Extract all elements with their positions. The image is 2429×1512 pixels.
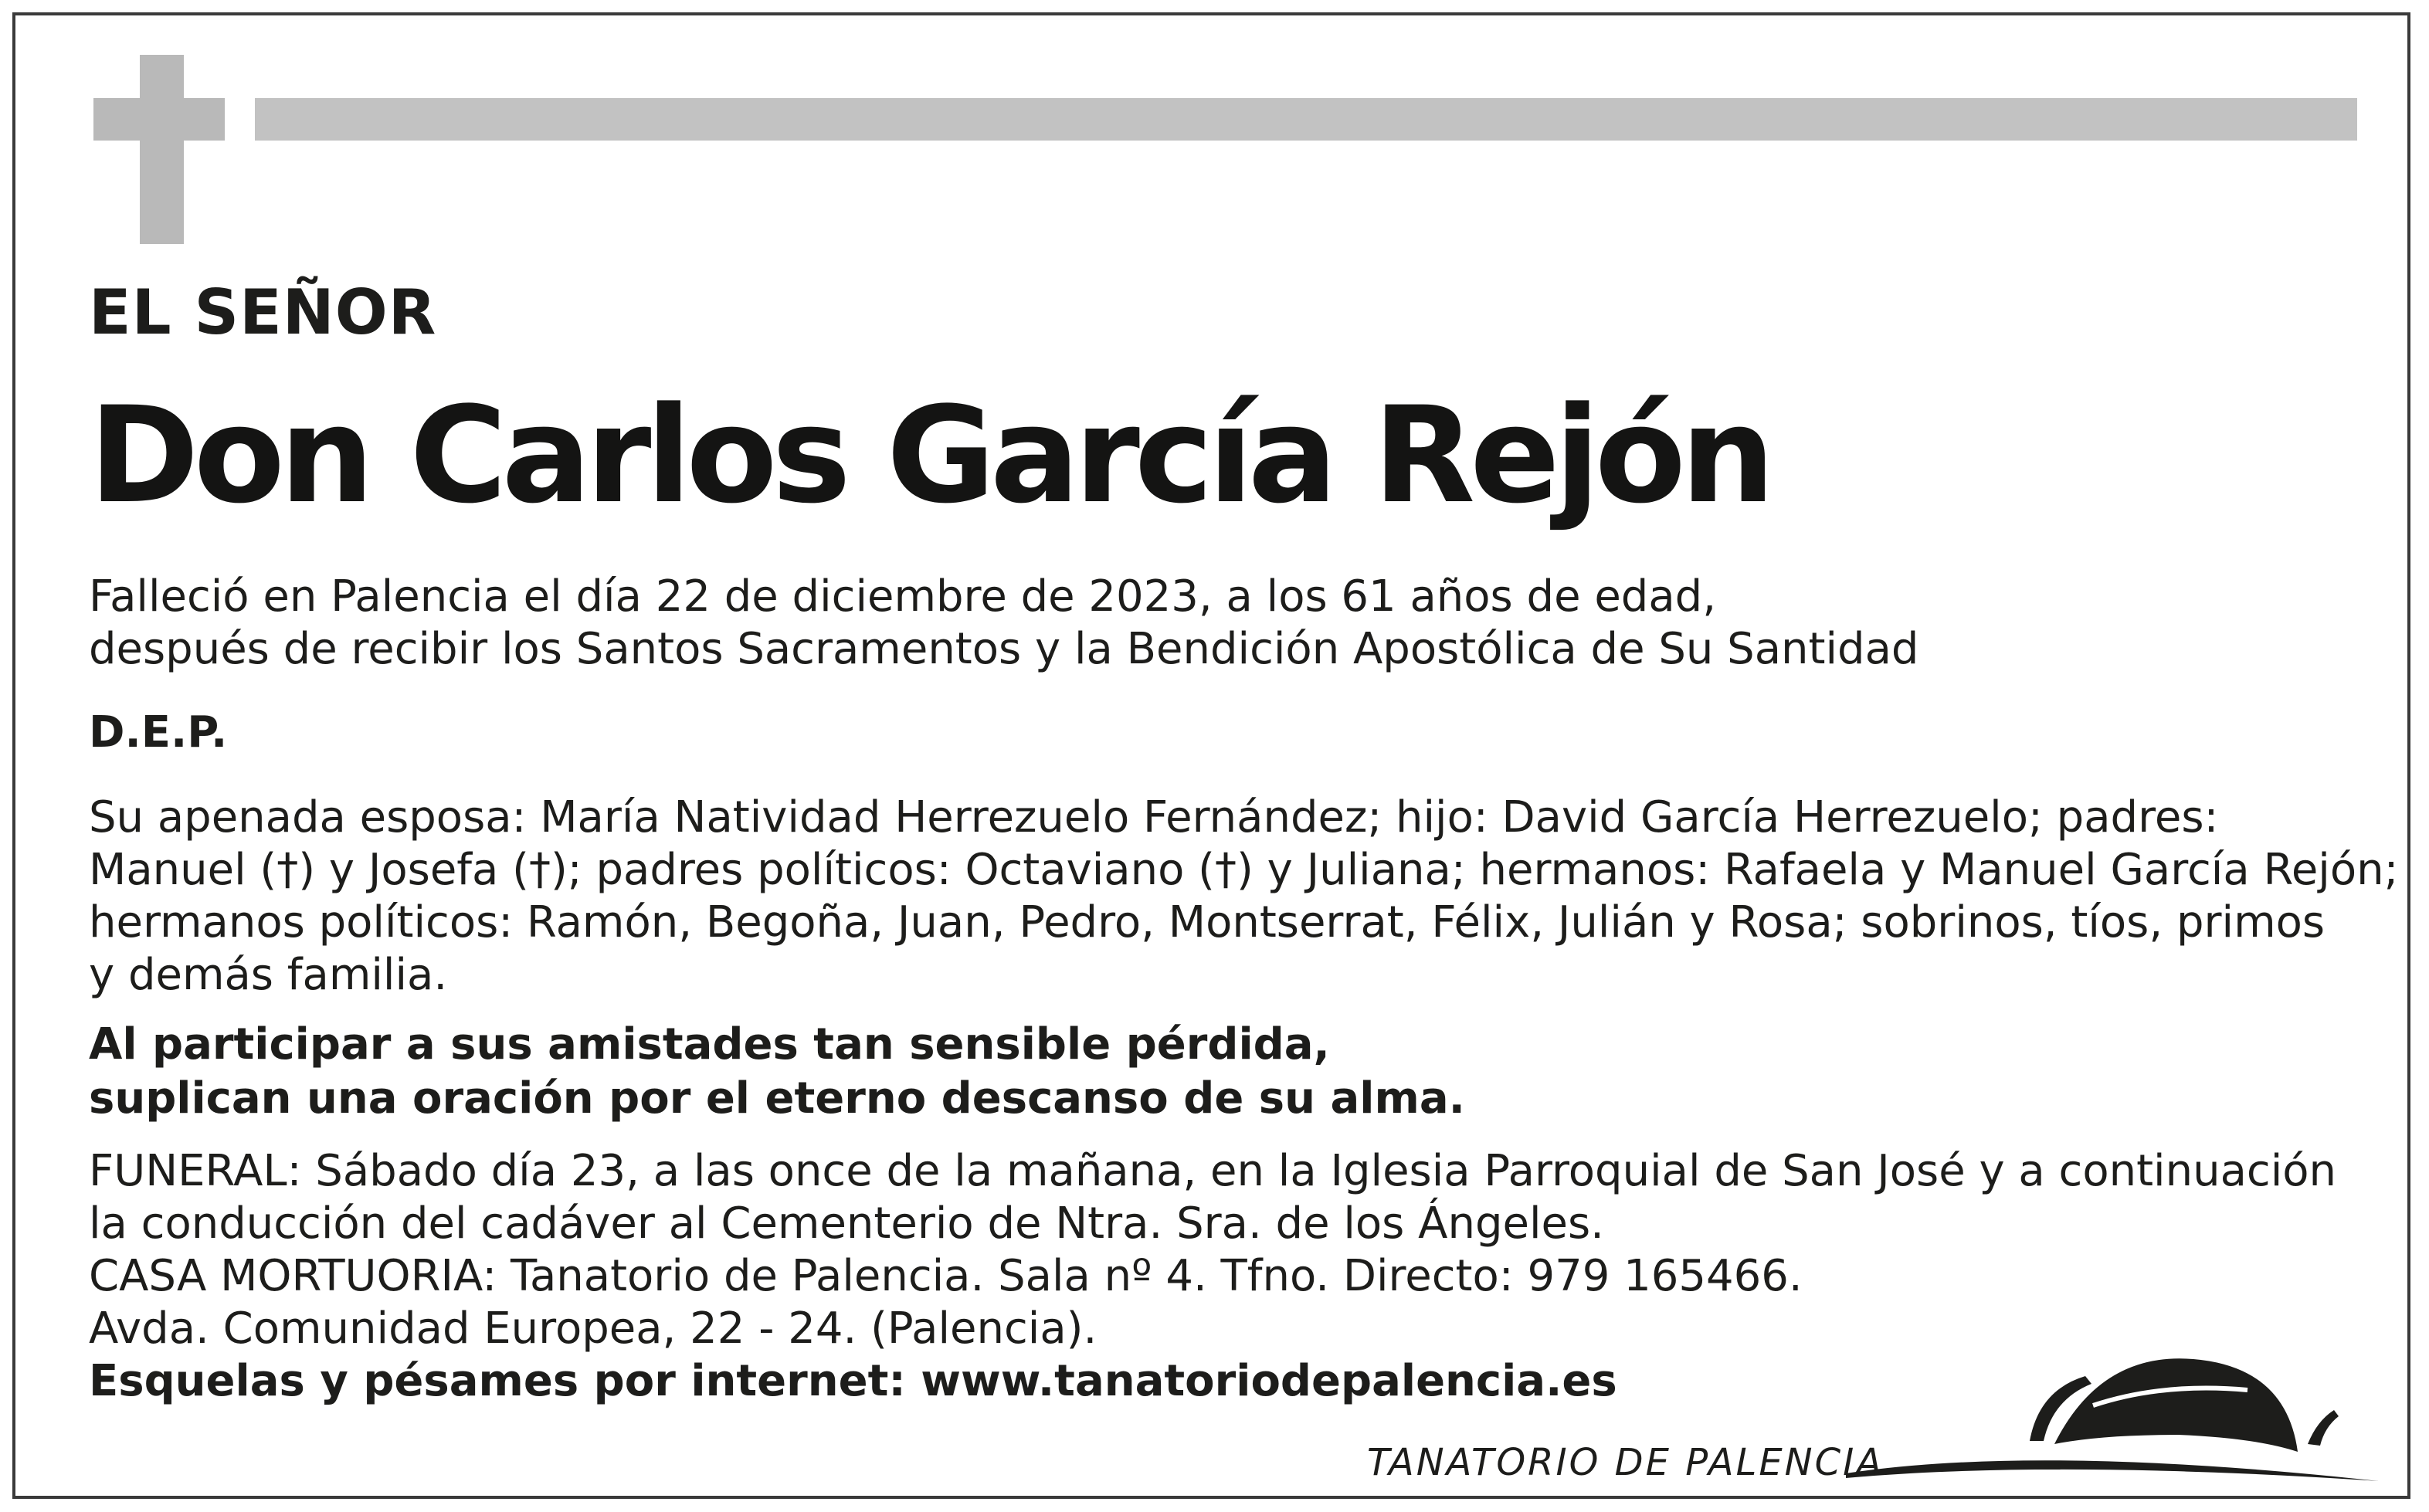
family-line: Manuel (†) y Josefa (†); padres políticos: Octaviano (†) y Juliana; hermanos: Rafaela y Manuel García Rejón; — [89, 845, 2399, 895]
logo-text: TANATORIO DE PALENCIA — [1367, 1441, 1885, 1484]
family-line: Su apenada esposa: María Natividad Herrezuelo Fernández; hijo: David García Herrezuelo; padres: — [89, 792, 2219, 842]
funeral-line: CASA MORTUORIA: Tanatorio de Palencia. Sala nº 4. Tfno. Directo: 979 165466. — [89, 1251, 1803, 1301]
notice-prefix: EL SEÑOR — [89, 276, 437, 348]
family-line: y demás familia. — [89, 950, 448, 1000]
cross-icon-arm — [93, 98, 225, 141]
funeral-line: la conducción del cadáver al Cementerio de Ntra. Sra. de los Ángeles. — [89, 1198, 1604, 1249]
death-line: después de recibir los Santos Sacramentos y la Bendición Apostólica de Su Santidad — [89, 624, 1919, 674]
cross-icon — [140, 55, 184, 244]
internet-line: Esquelas y pésames por internet: www.tanatoriodepalencia.es — [89, 1356, 1617, 1406]
funeral-line: Avda. Comunidad Europea, 22 - 24. (Palencia). — [89, 1304, 1097, 1354]
prayer-line: suplican una oración por el eterno descanso de su alma. — [89, 1073, 1465, 1124]
header-bar — [255, 98, 2357, 141]
family-line: hermanos políticos: Ramón, Begoña, Juan, Pedro, Montserrat, Félix, Julián y Rosa; sobrinos, tíos, primos — [89, 897, 2326, 948]
death-line: Falleció en Palencia el día 22 de diciembre de 2023, a los 61 años de edad, — [89, 571, 1716, 622]
prayer-line: Al participar a sus amistades tan sensible pérdida, — [89, 1019, 1330, 1070]
dep-label: D.E.P. — [89, 707, 228, 758]
funeral-line: FUNERAL: Sábado día 23, a las once de la mañana, en la Iglesia Parroquial de San José y a continuación — [89, 1146, 2337, 1196]
deceased-name: Don Carlos García Rejón — [89, 378, 1770, 533]
